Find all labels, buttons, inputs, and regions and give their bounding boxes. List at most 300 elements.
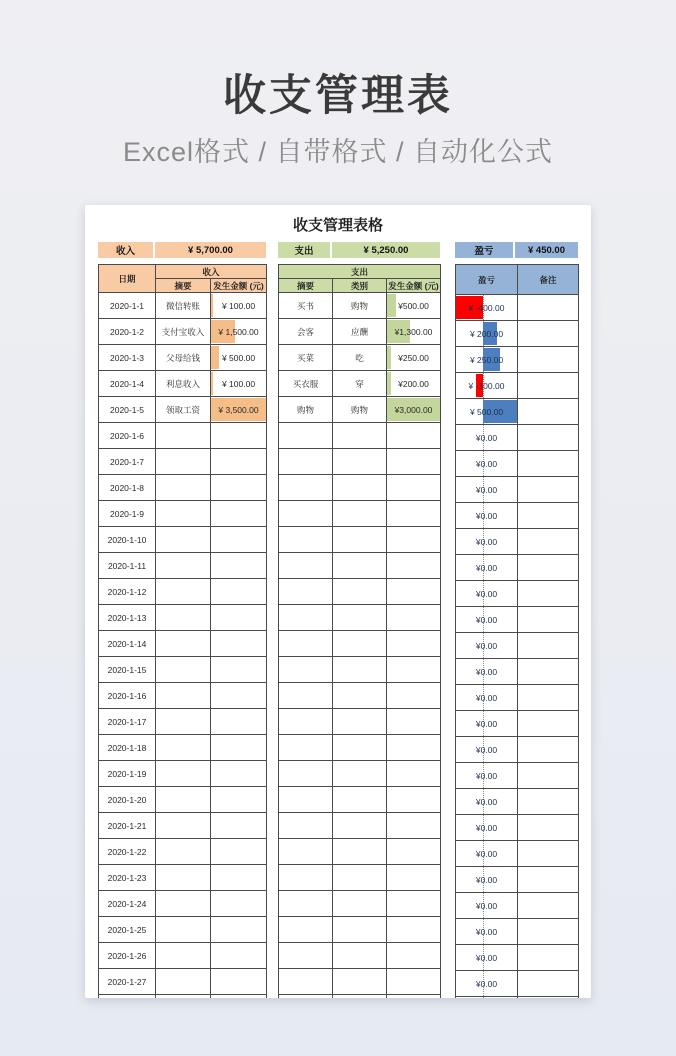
expense-amount-cell[interactable] [387, 605, 441, 631]
expense-row [279, 449, 441, 475]
income-desc-cell[interactable] [156, 891, 211, 917]
notes-cell[interactable] [518, 425, 579, 451]
notes-cell[interactable] [518, 477, 579, 503]
income-amount-cell[interactable] [211, 813, 267, 839]
expense-amount-cell[interactable] [387, 449, 441, 475]
income-row [99, 865, 267, 891]
income-amount-cell[interactable] [211, 501, 267, 527]
notes-cell[interactable] [518, 503, 579, 529]
income-row [99, 917, 267, 943]
profit-row [456, 711, 579, 737]
profit-value-cell[interactable]: ¥0.00 [456, 893, 518, 919]
profit-row [456, 633, 579, 659]
expense-amount-cell[interactable] [387, 761, 441, 787]
income-row [99, 943, 267, 969]
expense-desc-cell[interactable] [279, 657, 333, 683]
income-amount-cell[interactable] [211, 553, 267, 579]
expense-amount-cell[interactable]: ¥500.00 [387, 293, 441, 319]
income-amount-cell[interactable] [211, 449, 267, 475]
expense-category-cell[interactable] [333, 657, 387, 683]
expense-desc-cell[interactable] [279, 917, 333, 943]
income-amount-cell[interactable] [211, 605, 267, 631]
income-row [99, 449, 267, 475]
income-date-cell[interactable]: 2020-1-15 [99, 657, 156, 683]
income-desc-cell[interactable] [156, 657, 211, 683]
income-desc-cell[interactable] [156, 917, 211, 943]
expense-category-cell[interactable] [333, 527, 387, 553]
notes-cell[interactable] [518, 945, 579, 971]
expense-amount-cell[interactable]: ¥200.00 [387, 371, 441, 397]
expense-category-cell[interactable] [333, 423, 387, 449]
expense-category-cell[interactable] [333, 943, 387, 969]
expense-desc-cell[interactable] [279, 709, 333, 735]
expense-desc-cell[interactable] [279, 553, 333, 579]
profit-value-cell[interactable]: ¥0.00 [456, 919, 518, 945]
income-amount-cell[interactable] [211, 839, 267, 865]
notes-cell[interactable] [518, 295, 579, 321]
expense-row [279, 709, 441, 735]
income-amount-cell[interactable] [211, 735, 267, 761]
notes-cell[interactable] [518, 555, 579, 581]
income-desc-cell[interactable] [156, 761, 211, 787]
profit-row [456, 581, 579, 607]
expense-category-cell[interactable] [333, 709, 387, 735]
profit-value-cell[interactable]: ¥0.00 [456, 477, 518, 503]
expense-category-cell[interactable] [333, 995, 387, 999]
expense-category-cell[interactable] [333, 917, 387, 943]
income-desc-cell[interactable] [156, 683, 211, 709]
expense-category-cell[interactable] [333, 501, 387, 527]
notes-cell[interactable] [518, 633, 579, 659]
profit-row [456, 321, 579, 347]
notes-cell[interactable] [518, 581, 579, 607]
expense-desc-cell[interactable]: 会客 [279, 319, 333, 345]
income-row [99, 709, 267, 735]
income-desc-cell[interactable] [156, 527, 211, 553]
expense-amount-cell[interactable]: ¥3,000.00 [387, 397, 441, 423]
expense-row [279, 761, 441, 787]
income-desc-cell[interactable] [156, 579, 211, 605]
expense-desc-cell[interactable] [279, 579, 333, 605]
profit-row [456, 867, 579, 893]
expense-desc-cell[interactable] [279, 527, 333, 553]
income-date-cell[interactable]: 2020-1-6 [99, 423, 156, 449]
expense-category-header[interactable]: 类别 [333, 279, 387, 293]
expense-desc-cell[interactable]: 买衣服 [279, 371, 333, 397]
income-desc-cell[interactable] [156, 787, 211, 813]
notes-cell[interactable] [518, 451, 579, 477]
expense-amount-cell[interactable]: ¥250.00 [387, 345, 441, 371]
expense-section [278, 242, 440, 998]
notes-cell[interactable] [518, 737, 579, 763]
expense-desc-cell[interactable]: 买菜 [279, 345, 333, 371]
notes-cell[interactable] [518, 685, 579, 711]
income-date-cell[interactable]: 2020-1-22 [99, 839, 156, 865]
expense-amount-cell[interactable] [387, 553, 441, 579]
expense-data-bar [387, 372, 391, 395]
profit-value-cell[interactable]: ¥0.00 [456, 867, 518, 893]
expense-amount-cell[interactable] [387, 657, 441, 683]
profit-value-cell[interactable]: ¥0.00 [456, 425, 518, 451]
income-amount-cell[interactable] [211, 995, 267, 999]
income-desc-cell[interactable] [156, 735, 211, 761]
notes-cell[interactable] [518, 997, 579, 999]
notes-cell[interactable] [518, 841, 579, 867]
income-date-cell[interactable]: 2020-1-23 [99, 865, 156, 891]
expense-amount-header[interactable]: 发生金额 (元) [388, 280, 439, 291]
income-row [99, 293, 267, 319]
income-table [98, 264, 267, 998]
expense-desc-cell[interactable] [279, 969, 333, 995]
notes-cell[interactable] [518, 347, 579, 373]
profit-value-cell[interactable]: ¥0.00 [456, 555, 518, 581]
income-amount-cell[interactable] [211, 657, 267, 683]
profit-row [456, 919, 579, 945]
expense-amount-cell[interactable] [387, 423, 441, 449]
income-row [99, 631, 267, 657]
expense-amount-cell[interactable] [387, 527, 441, 553]
income-desc-cell[interactable] [156, 553, 211, 579]
income-date-cell[interactable]: 2020-1-12 [99, 579, 156, 605]
expense-desc-cell[interactable] [279, 449, 333, 475]
income-date-cell[interactable]: 2020-1-2 [99, 319, 156, 345]
income-row [99, 345, 267, 371]
expense-summary-label[interactable]: 支出 [278, 242, 330, 258]
income-date-cell[interactable]: 2020-1-3 [99, 345, 156, 371]
income-row [99, 319, 267, 345]
income-date-cell[interactable]: 2020-1-24 [99, 891, 156, 917]
expense-category-cell[interactable] [333, 553, 387, 579]
income-date-cell[interactable]: 2020-1-18 [99, 735, 156, 761]
expense-row [279, 917, 441, 943]
income-amount-header[interactable]: 发生金额 (元) [211, 279, 267, 293]
income-desc-cell[interactable]: 领取工资 [156, 397, 211, 423]
income-date-cell[interactable]: 2020-1-4 [99, 371, 156, 397]
income-desc-cell[interactable] [156, 709, 211, 735]
notes-cell[interactable] [518, 867, 579, 893]
profit-value-cell[interactable]: ¥0.00 [456, 503, 518, 529]
profit-value-cell[interactable]: ¥ 500.00 [456, 399, 518, 425]
expense-category-cell[interactable] [333, 475, 387, 501]
profit-value-cell[interactable]: ¥ -100.00 [456, 373, 518, 399]
profit-value-cell[interactable]: ¥0.00 [456, 685, 518, 711]
notes-cell[interactable] [518, 711, 579, 737]
expense-category-cell[interactable]: 吃 [333, 345, 387, 371]
profit-row [456, 659, 579, 685]
income-date-cell[interactable]: 2020-1-14 [99, 631, 156, 657]
profit-value-cell[interactable]: ¥0.00 [456, 659, 518, 685]
expense-row [279, 969, 441, 995]
income-desc-cell[interactable]: 利息收入 [156, 371, 211, 397]
expense-amount-cell[interactable] [387, 735, 441, 761]
profit-value-cell[interactable]: ¥0.00 [456, 607, 518, 633]
income-date-cell[interactable]: 2020-1-16 [99, 683, 156, 709]
expense-amount-cell[interactable] [387, 839, 441, 865]
profit-value-cell[interactable]: ¥ 250.00 [456, 347, 518, 373]
expense-category-cell[interactable] [333, 631, 387, 657]
profit-value-cell[interactable] [456, 997, 518, 999]
profit-value-cell[interactable]: ¥ -400.00 [456, 295, 518, 321]
income-desc-cell[interactable] [156, 943, 211, 969]
income-desc-header[interactable]: 摘要 [156, 279, 211, 293]
income-amount-cell[interactable] [211, 683, 267, 709]
expense-data-bar [387, 294, 396, 317]
expense-desc-cell[interactable] [279, 787, 333, 813]
income-desc-cell[interactable]: 微信转账 [156, 293, 211, 319]
expense-desc-cell[interactable] [279, 761, 333, 787]
income-desc-cell[interactable] [156, 631, 211, 657]
expense-category-cell[interactable] [333, 969, 387, 995]
profit-header[interactable]: 盈亏 [456, 265, 518, 295]
expense-amount-cell[interactable]: ¥1,300.00 [387, 319, 441, 345]
expense-desc-cell[interactable] [279, 839, 333, 865]
notes-cell[interactable] [518, 893, 579, 919]
expense-summary-value[interactable]: ¥ 5,250.00 [332, 242, 440, 258]
income-amount-cell[interactable] [211, 917, 267, 943]
income-date-cell[interactable]: 2020-1-25 [99, 917, 156, 943]
income-row [99, 735, 267, 761]
profit-row [456, 425, 579, 451]
expense-row [279, 345, 441, 371]
income-amount-cell[interactable]: ¥ 100.00 [211, 293, 267, 319]
expense-category-cell[interactable]: 购物 [333, 397, 387, 423]
expense-desc-cell[interactable]: 买书 [279, 293, 333, 319]
income-date-cell[interactable]: 2020-1-26 [99, 943, 156, 969]
expense-amount-cell[interactable] [387, 787, 441, 813]
profit-value-cell[interactable]: ¥0.00 [456, 451, 518, 477]
income-amount-cell[interactable]: ¥ 500.00 [211, 345, 267, 371]
notes-cell[interactable] [518, 919, 579, 945]
expense-amount-cell[interactable] [387, 501, 441, 527]
income-date-cell[interactable]: 2020-1-17 [99, 709, 156, 735]
income-date-cell[interactable]: 2020-1-21 [99, 813, 156, 839]
income-amount-cell[interactable] [211, 891, 267, 917]
profit-row [456, 789, 579, 815]
expense-desc-cell[interactable] [279, 605, 333, 631]
income-desc-cell[interactable] [156, 839, 211, 865]
income-row [99, 839, 267, 865]
expense-amount-cell[interactable] [387, 813, 441, 839]
expense-desc-cell[interactable] [279, 631, 333, 657]
profit-summary-value[interactable]: ¥ 450.00 [515, 242, 578, 258]
income-date-cell[interactable]: 2020-1-1 [99, 293, 156, 319]
notes-cell[interactable] [518, 399, 579, 425]
expense-category-cell[interactable]: 购物 [333, 293, 387, 319]
expense-desc-cell[interactable]: 购物 [279, 397, 333, 423]
income-amount-cell[interactable]: ¥ 3,500.00 [211, 397, 267, 423]
expense-table [278, 264, 441, 998]
expense-row [279, 423, 441, 449]
income-date-cell[interactable]: 2020-1-11 [99, 553, 156, 579]
expense-desc-cell[interactable] [279, 423, 333, 449]
profit-row [456, 373, 579, 399]
expense-desc-cell[interactable] [279, 995, 333, 999]
notes-cell[interactable] [518, 763, 579, 789]
profit-value-cell[interactable]: ¥0.00 [456, 763, 518, 789]
income-desc-cell[interactable]: 支付宝收入 [156, 319, 211, 345]
expense-amount-cell[interactable] [387, 475, 441, 501]
expense-category-cell[interactable] [333, 735, 387, 761]
income-date-cell[interactable]: 2020-1-13 [99, 605, 156, 631]
income-date-cell[interactable]: 2020-1-20 [99, 787, 156, 813]
expense-desc-cell[interactable] [279, 735, 333, 761]
expense-row [279, 735, 441, 761]
expense-amount-cell[interactable] [387, 995, 441, 999]
expense-desc-cell[interactable] [279, 813, 333, 839]
expense-amount-cell[interactable] [387, 631, 441, 657]
profit-value-cell[interactable]: ¥0.00 [456, 945, 518, 971]
expense-category-cell[interactable] [333, 839, 387, 865]
income-desc-cell[interactable] [156, 501, 211, 527]
income-desc-cell[interactable] [156, 605, 211, 631]
income-amount-cell[interactable] [211, 865, 267, 891]
income-summary-label[interactable]: 收入 [98, 242, 153, 258]
expense-row [279, 891, 441, 917]
expense-category-cell[interactable] [333, 865, 387, 891]
income-amount-cell[interactable]: ¥ 100.00 [211, 371, 267, 397]
income-row [99, 501, 267, 527]
income-date-cell[interactable]: 2020-1-5 [99, 397, 156, 423]
income-date-cell[interactable]: 2020-1-27 [99, 969, 156, 995]
expense-category-cell[interactable] [333, 787, 387, 813]
income-amount-cell[interactable] [211, 969, 267, 995]
notes-header[interactable]: 备注 [518, 265, 579, 295]
profit-value-cell[interactable]: ¥ 200.00 [456, 321, 518, 347]
notes-cell[interactable] [518, 373, 579, 399]
notes-cell[interactable] [518, 789, 579, 815]
profit-value-cell[interactable]: ¥0.00 [456, 581, 518, 607]
notes-cell[interactable] [518, 529, 579, 555]
income-amount-cell[interactable]: ¥ 1,500.00 [211, 319, 267, 345]
income-date-cell[interactable]: 2020-1-8 [99, 475, 156, 501]
expense-category-cell[interactable] [333, 891, 387, 917]
expense-amount-cell[interactable] [387, 865, 441, 891]
expense-row [279, 657, 441, 683]
expense-category-cell[interactable] [333, 761, 387, 787]
profit-value-cell[interactable]: ¥0.00 [456, 971, 518, 997]
profit-row [456, 607, 579, 633]
profit-value-cell[interactable]: ¥0.00 [456, 711, 518, 737]
expense-amount-cell[interactable] [387, 709, 441, 735]
expense-category-cell[interactable] [333, 605, 387, 631]
expense-amount-cell[interactable] [387, 891, 441, 917]
income-amount-cell[interactable] [211, 527, 267, 553]
profit-value-cell[interactable]: ¥0.00 [456, 633, 518, 659]
income-date-cell[interactable]: 2020-1-19 [99, 761, 156, 787]
profit-value-cell[interactable]: ¥0.00 [456, 737, 518, 763]
sheet-title: 收支管理表格 [292, 217, 383, 234]
income-date-cell[interactable]: 2020-1-7 [99, 449, 156, 475]
expense-category-cell[interactable]: 穿 [333, 371, 387, 397]
income-row [99, 995, 267, 999]
expense-desc-cell[interactable] [279, 865, 333, 891]
profit-table [455, 264, 579, 998]
expense-amount-cell[interactable] [387, 969, 441, 995]
expense-desc-cell[interactable] [279, 891, 333, 917]
expense-category-cell[interactable] [333, 813, 387, 839]
expense-amount-cell[interactable] [387, 683, 441, 709]
profit-value-cell[interactable]: ¥0.00 [456, 789, 518, 815]
income-section [98, 242, 266, 998]
income-summary-value[interactable]: ¥ 5,700.00 [155, 242, 266, 258]
expense-desc-cell[interactable] [279, 501, 333, 527]
income-desc-cell[interactable] [156, 449, 211, 475]
expense-row [279, 527, 441, 553]
income-date-cell[interactable]: 2020-1-10 [99, 527, 156, 553]
income-desc-cell[interactable]: 父母给钱 [156, 345, 211, 371]
notes-cell[interactable] [518, 607, 579, 633]
expense-category-cell[interactable] [333, 683, 387, 709]
expense-row [279, 995, 441, 999]
expense-desc-cell[interactable] [279, 683, 333, 709]
expense-desc-cell[interactable] [279, 943, 333, 969]
income-desc-cell[interactable] [156, 969, 211, 995]
income-amount-cell[interactable] [211, 709, 267, 735]
notes-cell[interactable] [518, 815, 579, 841]
income-desc-cell[interactable] [156, 475, 211, 501]
profit-summary-label[interactable]: 盈亏 [455, 242, 513, 258]
income-row [99, 397, 267, 423]
expense-category-cell[interactable] [333, 579, 387, 605]
profit-row [456, 503, 579, 529]
profit-row [456, 841, 579, 867]
expense-amount-cell[interactable] [387, 579, 441, 605]
income-amount-cell[interactable] [211, 475, 267, 501]
income-row [99, 553, 267, 579]
income-amount-cell[interactable] [211, 943, 267, 969]
profit-value-cell[interactable]: ¥0.00 [456, 815, 518, 841]
income-desc-cell[interactable] [156, 813, 211, 839]
profit-row [456, 997, 579, 999]
income-amount-cell[interactable] [211, 579, 267, 605]
expense-amount-cell[interactable] [387, 917, 441, 943]
expense-category-cell[interactable] [333, 449, 387, 475]
income-date-cell[interactable] [99, 995, 156, 999]
income-amount-cell[interactable] [211, 761, 267, 787]
income-amount-cell[interactable] [211, 631, 267, 657]
income-amount-cell[interactable] [211, 787, 267, 813]
expense-row [279, 501, 441, 527]
notes-cell[interactable] [518, 321, 579, 347]
income-amount-cell[interactable] [211, 423, 267, 449]
expense-amount-cell[interactable] [387, 943, 441, 969]
expense-row [279, 371, 441, 397]
profit-row [456, 945, 579, 971]
notes-cell[interactable] [518, 971, 579, 997]
income-date-header[interactable]: 日期 [99, 265, 156, 293]
notes-cell[interactable] [518, 659, 579, 685]
expense-desc-cell[interactable] [279, 475, 333, 501]
income-desc-cell[interactable] [156, 423, 211, 449]
expense-category-cell[interactable]: 应酬 [333, 319, 387, 345]
tables-container [98, 242, 578, 998]
expense-data-bar [387, 346, 391, 369]
profit-row [456, 971, 579, 997]
income-desc-cell[interactable] [156, 865, 211, 891]
profit-value-cell[interactable]: ¥0.00 [456, 529, 518, 555]
profit-row [456, 763, 579, 789]
income-data-bar [211, 372, 213, 395]
expense-desc-header[interactable]: 摘要 [279, 279, 333, 293]
profit-row [456, 477, 579, 503]
income-group-header[interactable]: 收入 [156, 265, 267, 279]
income-desc-cell[interactable] [156, 995, 211, 999]
profit-value-cell[interactable]: ¥0.00 [456, 841, 518, 867]
income-date-cell[interactable]: 2020-1-9 [99, 501, 156, 527]
expense-group-header[interactable]: 支出 [279, 265, 441, 279]
expense-row [279, 813, 441, 839]
expense-row [279, 605, 441, 631]
